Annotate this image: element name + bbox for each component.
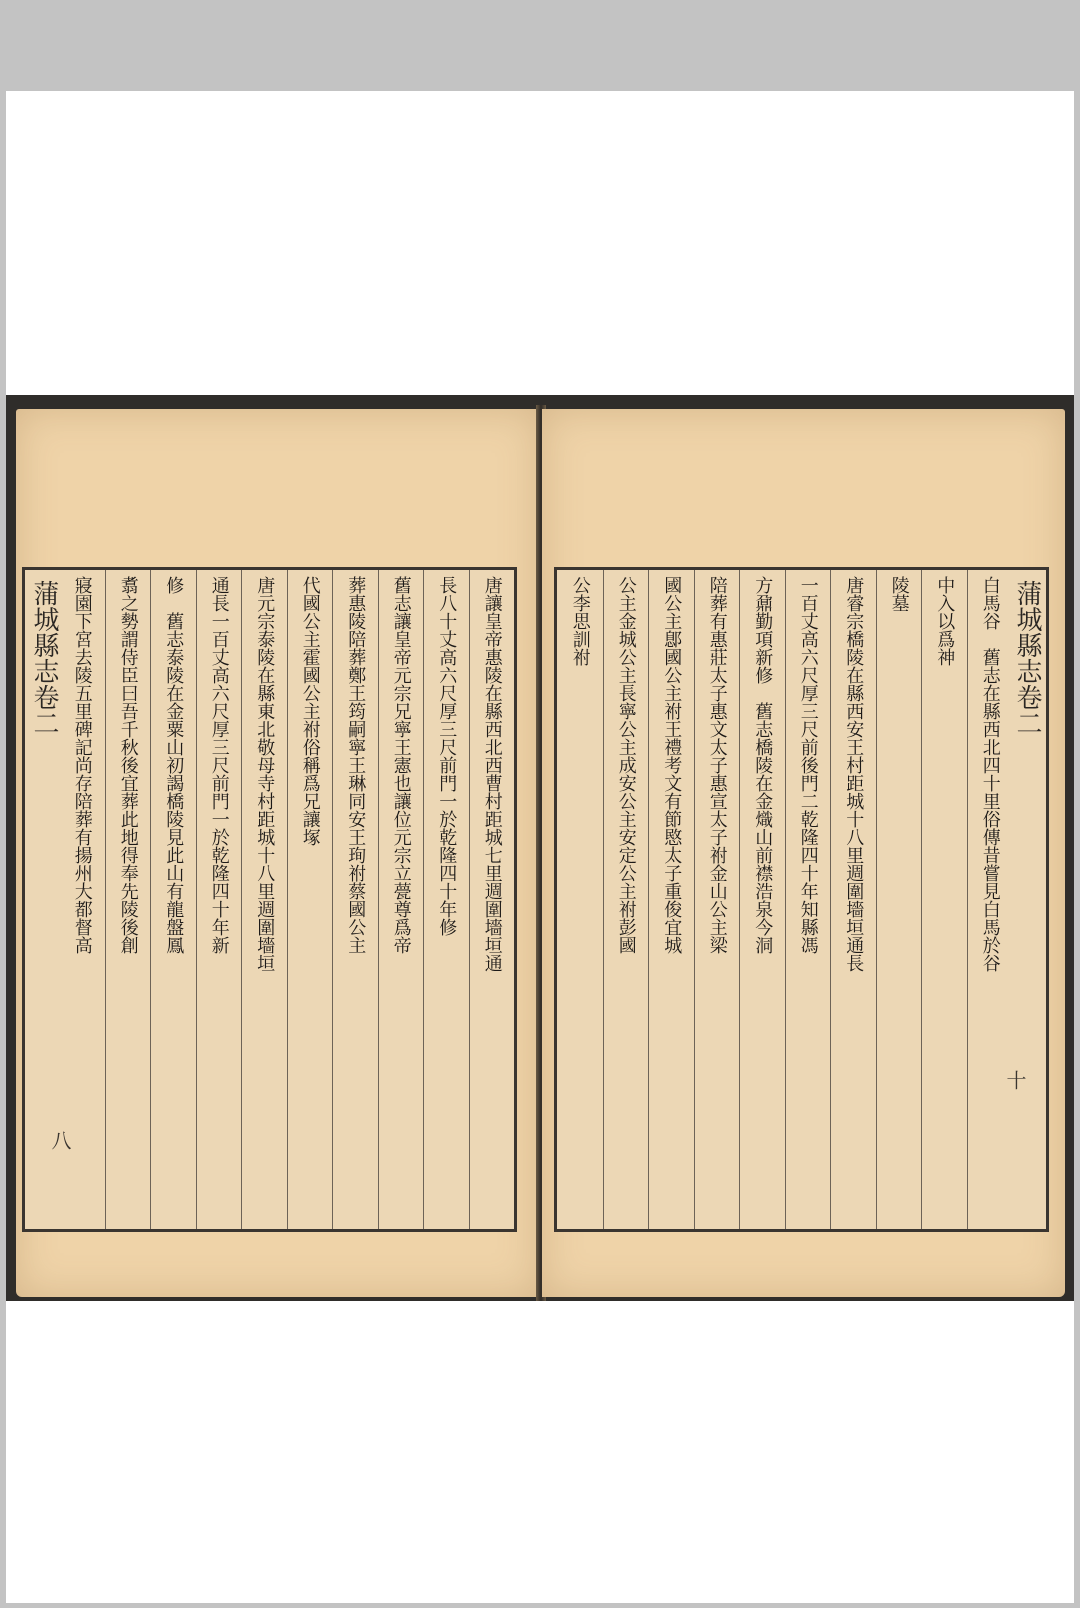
right-text-block — [554, 567, 1049, 1232]
right-column-10: 公李思訓祔 — [569, 576, 591, 666]
left-column-1: 唐讓皇帝惠陵在縣西北西曹村距城七里週圍墻垣通 — [469, 570, 515, 1229]
right-column-5: 一百丈高六尺厚三尺前後門二乾隆四十年知縣馮 — [785, 570, 831, 1229]
left-column-2: 長八十丈高六尺厚三尺前門一於乾隆四十年修 — [423, 570, 469, 1229]
right-column-2: 中入以爲神 — [921, 570, 967, 1229]
right-column-8: 國公主鄎國公主祔王禮考文有節愍太子重俊宜城 — [648, 570, 694, 1229]
left-column-10: 寢園下宮去陵五里碑記尚存陪葬有揚州大都督高 — [71, 576, 93, 954]
left-text-block — [22, 567, 517, 1232]
book-photo — [6, 395, 1074, 1301]
left-column-7: 通長一百丈高六尺厚三尺前門一於乾隆四十年新 — [196, 570, 242, 1229]
left-column-9: 翥之勢謂侍臣曰吾千秋後宜葬此地得奉先陵後創 — [105, 570, 151, 1229]
right-page — [542, 409, 1065, 1297]
right-margin-title — [1014, 580, 1040, 1220]
right-folio: 十 — [1003, 1070, 1027, 1090]
right-column-7: 陪葬有惠莊太子惠文太子惠宣太子祔金山公主梁 — [694, 570, 740, 1229]
right-column-3: 陵墓 — [876, 570, 922, 1229]
left-margin-title — [31, 580, 57, 1220]
right-column-1: 白馬谷 舊志在縣西北四十里俗傳昔嘗見白馬於谷 — [967, 570, 1013, 1229]
left-page — [16, 409, 539, 1297]
left-column-3: 舊志讓皇帝元宗兄寧王憲也讓位元宗立甍尊爲帝 — [378, 570, 424, 1229]
right-column-6: 方鼐勤項新修 舊志橋陵在金熾山前襟浩泉今洞 — [739, 570, 785, 1229]
right-column-9: 公主金城公主長寧公主成安公主安定公主祔彭國 — [603, 570, 649, 1229]
left-column-8: 修 舊志泰陵在金粟山初謁橋陵見此山有龍盤鳳 — [150, 570, 196, 1229]
right-column-4: 唐睿宗橋陵在縣西安王村距城十八里週圍墻垣通長 — [830, 570, 876, 1229]
left-folio: 八 — [48, 1130, 72, 1150]
left-column-4: 葬惠陵陪葬鄭王筠嗣寧王琳同安王珣祔蔡國公主 — [332, 570, 378, 1229]
left-column-6: 唐元宗泰陵在縣東北敬母寺村距城十八里週圍墻垣 — [241, 570, 287, 1229]
left-column-5: 代國公主霍國公主祔俗稱爲兄讓塚 — [287, 570, 333, 1229]
left-margin-title-text: 蒲城縣志卷二 — [29, 580, 59, 736]
viewer-frame — [6, 91, 1074, 1603]
right-margin-title-text: 蒲城縣志卷二 — [1012, 580, 1042, 736]
